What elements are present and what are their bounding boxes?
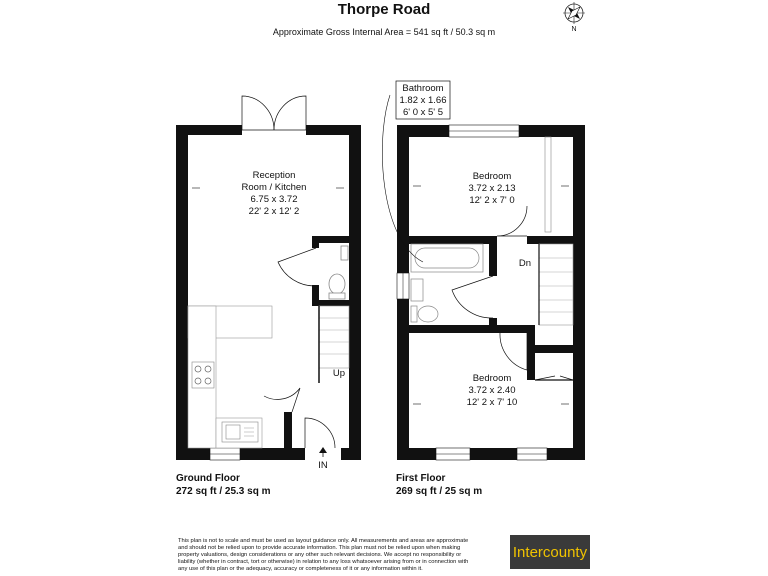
- disclaimer-line-2: and should not be relied upon to provide accurate information. This plan must not be relied upon when making: [178, 545, 461, 551]
- bedroom-2-metric: 3.72 x 2.40: [468, 385, 516, 396]
- ground-floor-area: 272 sq ft / 25.3 sq m: [176, 486, 271, 497]
- ground-stairs-label: Up: [332, 368, 346, 379]
- bathroom-name: Bathroom: [402, 83, 444, 94]
- first-floor-name: First Floor: [396, 473, 446, 484]
- bathroom-metric: 1.82 x 1.66: [399, 95, 447, 106]
- first-floor-area: 269 sq ft / 25 sq m: [396, 486, 483, 497]
- ground-floor-name: Ground Floor: [176, 473, 240, 484]
- first-stairs-label: Dn: [518, 258, 532, 269]
- bedroom-1-imperial: 12' 2 x 7' 0: [469, 195, 515, 206]
- disclaimer-line-5: any use of this plan or the adequacy, accuracy or completeness of it or any information within it.: [178, 566, 423, 572]
- bedroom-2-name: Bedroom: [472, 373, 512, 384]
- reception-name-line2: Room / Kitchen: [241, 182, 307, 193]
- bedroom-2-imperial: 12' 2 x 7' 10: [466, 397, 518, 408]
- disclaimer-line-1: This plan is not to scale and must be used as layout guidance only. All measurements and areas are approximate: [178, 538, 469, 544]
- compass-icon: [563, 2, 585, 24]
- disclaimer-line-4: liability (whether in contract, tort or otherwise) in relation to any loss whatsoever arising from or in connection with: [178, 559, 469, 565]
- disclaimer: [178, 538, 468, 572]
- gross-area: Approximate Gross Internal Area = 541 sq ft / 50.3 sq m: [272, 27, 496, 37]
- reception-name-line1: Reception: [252, 170, 296, 181]
- reception-metric: 6.75 x 3.72: [250, 194, 298, 205]
- logo: Intercounty: [512, 544, 588, 561]
- bedroom-1-metric: 3.72 x 2.13: [468, 183, 516, 194]
- reception-imperial: 22' 2 x 12' 2: [248, 206, 300, 217]
- bedroom-1-name: Bedroom: [472, 171, 512, 182]
- page-title: Thorpe Road: [337, 1, 431, 18]
- disclaimer-line-3: property valuations, design considerations or any other such relevant decisions. We accept no responsibility or: [178, 552, 462, 558]
- entrance-label: IN: [318, 460, 328, 471]
- bathroom-imperial: 6' 0 x 5' 5: [402, 107, 444, 118]
- compass-label: N: [571, 26, 577, 33]
- ground-floor-plan: [176, 96, 361, 460]
